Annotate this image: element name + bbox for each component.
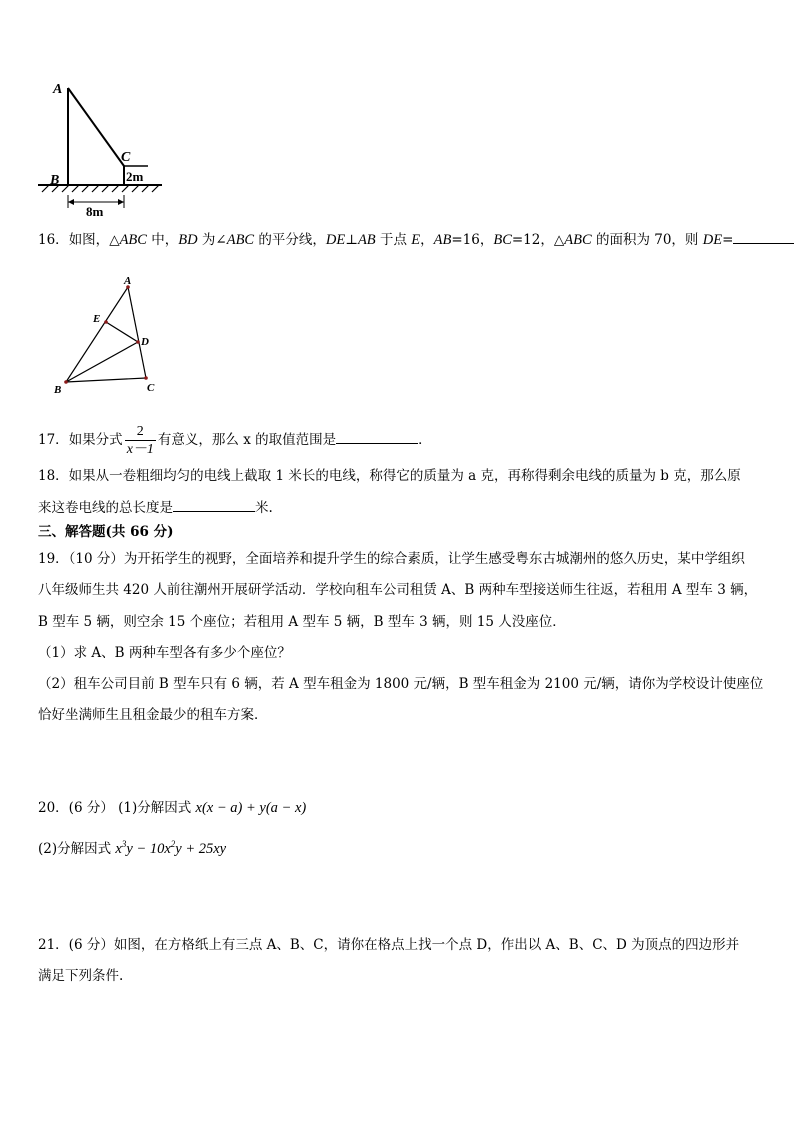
q18-text-pre: 来这卷电线的总长度是 xyxy=(38,500,173,516)
question-17 xyxy=(38,422,432,458)
q20-part2-exponent-2: 2 xyxy=(170,839,176,849)
q17-answer-blank[interactable] xyxy=(336,429,418,444)
q16-abc: ABC xyxy=(119,232,147,248)
question-18-line-1: 18．如果从一卷粗细均匀的电线上截取 1 米长的电线，称得它的质量为 a 克，再称得剩余电线的质量为 b 克，那么原 xyxy=(38,468,741,484)
question-18-line-2 xyxy=(38,497,273,518)
q16-de-2: DE xyxy=(702,232,723,248)
q17-number: 17． xyxy=(38,432,69,448)
q16-bd: BD xyxy=(178,232,198,248)
q17-fraction xyxy=(125,423,156,458)
figure-triangle-abc xyxy=(48,272,168,400)
q16-de: DE xyxy=(325,232,346,248)
q16-text-2: 为 xyxy=(197,232,216,248)
q20-part2-expression xyxy=(115,841,226,857)
q18-answer-blank[interactable] xyxy=(173,497,255,512)
q17-end: ． xyxy=(418,432,432,448)
q16-text-5: ， xyxy=(420,232,434,248)
q20-part2-exponent-1: 3 xyxy=(121,839,127,849)
q16-e: E xyxy=(411,232,421,248)
q16-ab-2: AB xyxy=(433,232,452,248)
question-19-sub-2-line-2: 恰好坐满师生且租金最少的租车方案． xyxy=(38,707,268,723)
question-19-line-3: B 型车 5 辆，则空余 15 个座位；若租用 A 型车 5 辆，B 型车 3 辆，则 15 人没座位． xyxy=(38,614,566,630)
q17-text-2: 有意义，那么 x 的取值范围是 xyxy=(157,432,337,448)
question-19-sub-2-line-1: （2）租车公司目前 B 型车只有 6 辆，若 A 型车租金为 1800 元/辆，B 型车租金为 2100 元/辆，请你为学校设计使座位 xyxy=(38,676,764,692)
q20-part2-term-a: x xyxy=(115,840,122,857)
q20-prefix: 20．(6 分） xyxy=(38,800,114,816)
question-21-line-1: 21．(6 分）如图，在方格纸上有三点 A、B、C，请你在格点上找一个点 D，作出以 A、B、C、D 为顶点的四边形并 xyxy=(38,937,740,953)
question-20-part-1 xyxy=(38,798,306,818)
q16-triangle-symbol-2: △ xyxy=(553,232,565,248)
q16-triangle-symbol: △ xyxy=(109,232,120,248)
fig2-label-b: B xyxy=(54,384,62,396)
fig1-label-2m: 2m xyxy=(126,169,144,184)
q20-part2-term-b: y − 10x xyxy=(126,840,171,857)
fig2-label-e: E xyxy=(93,313,101,325)
q16-ab: AB xyxy=(357,232,376,248)
question-21-line-2: 满足下列条件. xyxy=(38,968,124,984)
q16-text-3: 的平分线， xyxy=(254,232,326,248)
q17-fraction-numerator: 2 xyxy=(136,424,144,439)
q16-abc-3: ABC xyxy=(564,232,592,248)
q20-part2-term-c: y + 25xy xyxy=(175,840,227,857)
q20-part1-expression: x(x − a) + y(a − x) xyxy=(195,800,307,816)
q17-text-1: 如果分式 xyxy=(68,432,123,448)
question-19-sub-1: （1）求 A、B 两种车型各有多少个座位？ xyxy=(38,645,291,661)
q16-bc: BC xyxy=(493,232,512,248)
q16-text-6: 的面积为 70，则 xyxy=(591,232,703,248)
q16-abc-2: ABC xyxy=(226,232,255,248)
fig1-label-8m: 8m xyxy=(86,204,104,218)
q20-part2-label: (2)分解因式 xyxy=(38,840,116,857)
q16-answer-blank[interactable] xyxy=(733,229,794,244)
q16-equals: = xyxy=(722,232,734,248)
fig2-label-c: C xyxy=(147,382,155,394)
question-19-line-2: 八年级师生共 420 人前往潮州开展研学活动．学校向租车公司租赁 A、B 两种车型接送师生往返，若租用 A 型车 3 辆， xyxy=(38,582,758,598)
q16-text-1: 中， xyxy=(146,232,179,248)
q16-value-bc: =12， xyxy=(511,232,554,248)
q17-fraction-denominator: x－1 xyxy=(126,442,154,457)
section-3-title: 三、解答题(共 66 分) xyxy=(38,524,174,540)
question-16 xyxy=(38,229,794,250)
q16-value-ab: =16， xyxy=(451,232,494,248)
fig2-label-d: D xyxy=(141,336,149,348)
fig1-label-b: B xyxy=(50,173,60,188)
q18-text-post: 米. xyxy=(255,500,273,516)
q16-number: 16． xyxy=(38,232,69,248)
figure-ladder-triangle xyxy=(36,78,168,218)
fig2-label-a: A xyxy=(124,275,132,287)
q16-text: 如图， xyxy=(68,232,110,248)
q20-part1-label: (1)分解因式 xyxy=(118,800,196,816)
q16-text-4: 于点 xyxy=(375,232,412,248)
question-20-part-2 xyxy=(38,834,226,859)
fig1-label-a: A xyxy=(53,82,63,97)
q16-angle-symbol: ∠ xyxy=(215,232,227,248)
fig1-label-c: C xyxy=(121,150,131,165)
question-19-line-1: 19．（10 分）为开拓学生的视野，全面培养和提升学生的综合素质，让学生感受粤东古城潮州的悠久历史，某中学组织 xyxy=(38,551,745,567)
q16-perp-symbol: ⊥ xyxy=(345,232,358,248)
